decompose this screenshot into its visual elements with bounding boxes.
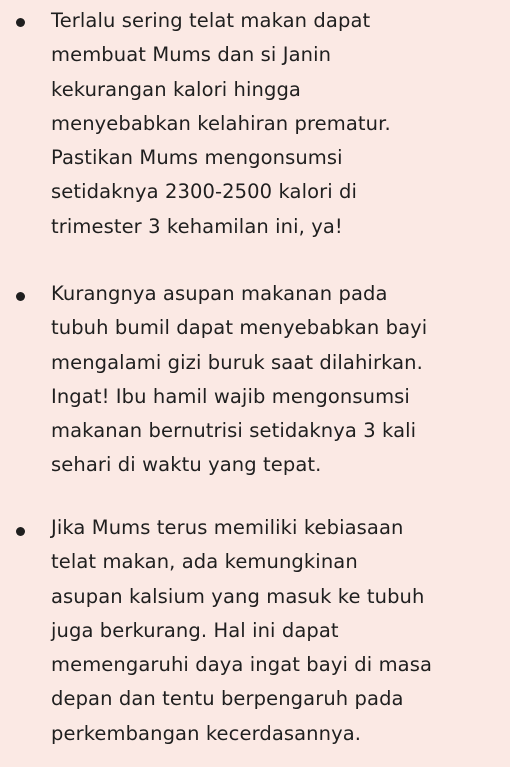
list-item-text: Jika Mums terus memiliki kebiasaan telat makan, ada kemungkinan asupan kalsium yang masuk ke tubuh juga berkurang. Hal ini dapat memengaruhi daya ingat bayi di masa depan dan tentu berpengaruh pada perkembangan kecerdasannya.: [51, 516, 433, 745]
list-item-text: Terlalu sering telat makan dapat membuat Mums dan si Janin kekurangan kalori hingga menyebabkan kelahiran prematur. Pastikan Mums mengonsumsi setidaknya 2300-2500 kalori di trimester 3 kehamilan ini, ya!: [51, 9, 391, 238]
bullet-dot-icon: [16, 292, 25, 301]
bullet-dot-icon: [16, 18, 25, 27]
list-item-text: Kurangnya asupan makanan pada tubuh bumil dapat menyebabkan bayi mengalami gizi buruk saat dilahirkan. Ingat! Ibu hamil wajib mengonsumsi makanan bernutrisi setidaknya 3 kali sehari di waktu yang tepat.: [51, 282, 428, 477]
bullet-dot-icon: [16, 527, 25, 536]
